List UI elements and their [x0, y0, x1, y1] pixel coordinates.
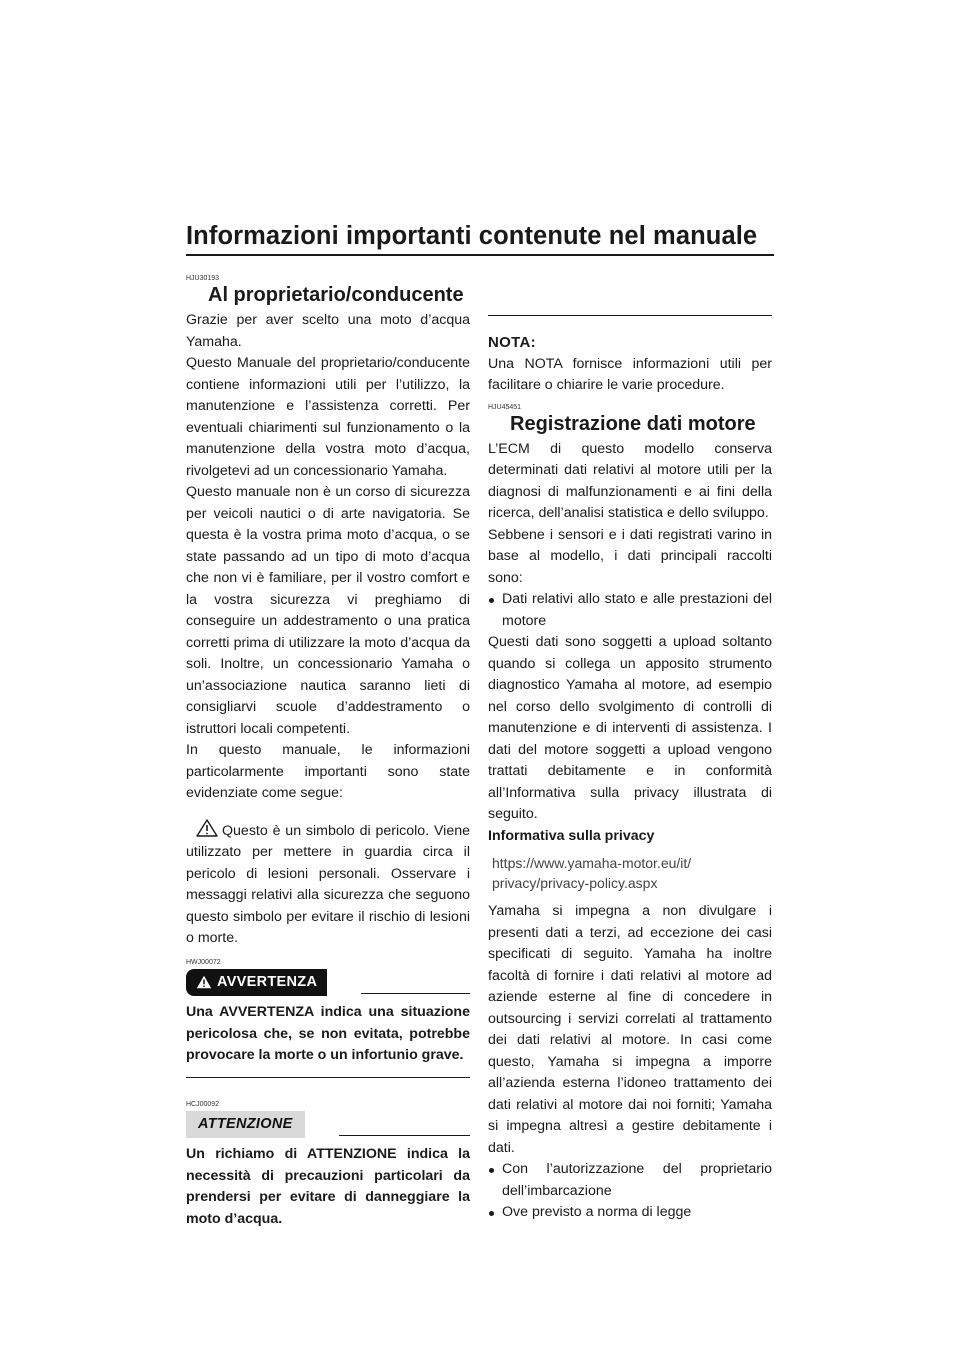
section-heading-owner: Al proprietario/conducente: [208, 284, 464, 306]
list-item: Con l’autorizzazione del proprietario dell’imbarcazione: [488, 1159, 772, 1202]
privacy-heading: Informativa sulla privacy: [488, 827, 655, 844]
bullet-list: [488, 589, 772, 632]
list-item: Dati relativi allo stato e alle prestazioni del motore: [488, 589, 772, 632]
warning-badge: [186, 969, 327, 997]
section-code: HJU30193: [186, 275, 220, 282]
divider: [339, 1135, 470, 1136]
nota-text: Una NOTA fornisce informazioni utili per facilitare o chiarire le varie procedure.: [488, 355, 772, 393]
paragraph: Yamaha si impegna a non divulgare i presenti dati a terzi, ad eccezione dei casi specificati di seguito. Yamaha ha inoltre facoltà di fornire i dati relativi al motore ad aziende esterne al fine di concedere in outsourcing i servizi correlati al trattamento dei dati relativi al motore. In casi come questo, Yamaha si impegna a imporre all’azienda esterna l’idoneo trattamento dei dati relativi al motore dai noi forniti; Yamaha si impegna altresì a gestire debitamente i dati.: [488, 903, 772, 1156]
caution-end-rule: [488, 315, 772, 316]
paragraph: Questo Manuale del proprietario/conducente contiene informazioni utili per l’utilizzo, la manutenzione e l’assistenza corretti. Per eventuali chiarimenti sul funzionamento o la manutenzione della vostra moto d’acqua, rivolgetevi ad un concessionario Yamaha.: [186, 355, 470, 479]
warning-triangle-icon: [196, 975, 212, 989]
privacy-url[interactable]: [492, 853, 772, 893]
bullet-list: [488, 1159, 772, 1224]
hazard-symbol-paragraph: [186, 819, 470, 950]
caution-code: HCJ00092: [186, 1100, 220, 1108]
warning-code: HWJ00072: [186, 958, 221, 966]
list-item: Ove previsto a norma di legge: [488, 1202, 772, 1224]
hazard-symbol-text: Questo è un simbolo di pericolo. Viene utilizzato per mettere in guardia circa il pericolo di lesioni personali. Osservare i messaggi relativi alla sicurezza che seguono questo simbolo per evitare il rischio di lesioni o morte.: [186, 822, 470, 946]
nota-title: NOTA:: [488, 334, 536, 351]
paragraph: Grazie per aver scelto una moto d’acqua Yamaha.: [186, 312, 470, 350]
warning-text: Una AVVERTENZA indica una situazione pericolosa che, se non evitata, potrebbe provocare la morte o un infortunio grave.: [186, 1004, 470, 1063]
caution-text: Un richiamo di ATTENZIONE indica la necessità di precauzioni particolari da prendersi per evitare di danneggiare la moto d’acqua.: [186, 1146, 470, 1227]
url-line[interactable]: privacy/privacy-policy.aspx: [492, 875, 658, 891]
right-column: [488, 268, 772, 1224]
divider: [361, 993, 470, 994]
paragraph: L’ECM di questo modello conserva determinati dati relativi al motore utili per la diagnosi di malfunzionamenti e ai fini della ricerca, dell’analisi statistica e dello sviluppo.: [488, 440, 772, 521]
warning-signal-row: [186, 969, 470, 997]
divider: [186, 1077, 470, 1078]
warning-label: AVVERTENZA: [217, 973, 318, 990]
paragraph: Questo manuale non è un corso di sicurezza per veicoli nautici o di arte navigatoria. Se questa è la vostra prima moto d’acqua, o se state passando ad un tipo di moto d’acqua che non vi è familiare, per il vostro comfort e la vostra sicurezza vi preghiamo di conseguire un addestramento o una pratica corretti prima di utilizzare la moto d’acqua da soli. Inoltre, un concessionario Yamaha o un’associazione nautica saranno lieti di consigliarvi scuole d’addestramento o istruttori locali competenti.: [186, 484, 470, 737]
url-line[interactable]: https://www.yamaha-motor.eu/it/: [492, 855, 692, 871]
warning-triangle-icon: [196, 819, 218, 837]
paragraph: Questi dati sono soggetti a upload soltanto quando si collega un apposito strumento diagnostico Yamaha al motore, ad esempio nel corso dello svolgimento di controlli di manutenzione e di interventi di assistenza. I dati del motore soggetti a upload vengono trattati debitamente e in conformità all’Informativa sulla privacy illustrata di seguito.: [488, 634, 772, 822]
section-code: HJU45451: [488, 403, 522, 411]
page-title: Informazioni importanti contenute nel manuale: [186, 222, 758, 250]
paragraph: In questo manuale, le informazioni particolarmente importanti sono state evidenziate come segue:: [186, 742, 470, 801]
section-heading-engine-data: Registrazione dati motore: [510, 412, 756, 435]
caution-badge: ATTENZIONE: [186, 1111, 305, 1139]
paragraph: Sebbene i sensori e i dati registrati varino in base al modello, i dati principali raccolti sono:: [488, 526, 772, 586]
left-column: [186, 268, 470, 1230]
page-header: [186, 222, 774, 256]
caution-signal-row: [186, 1111, 470, 1139]
